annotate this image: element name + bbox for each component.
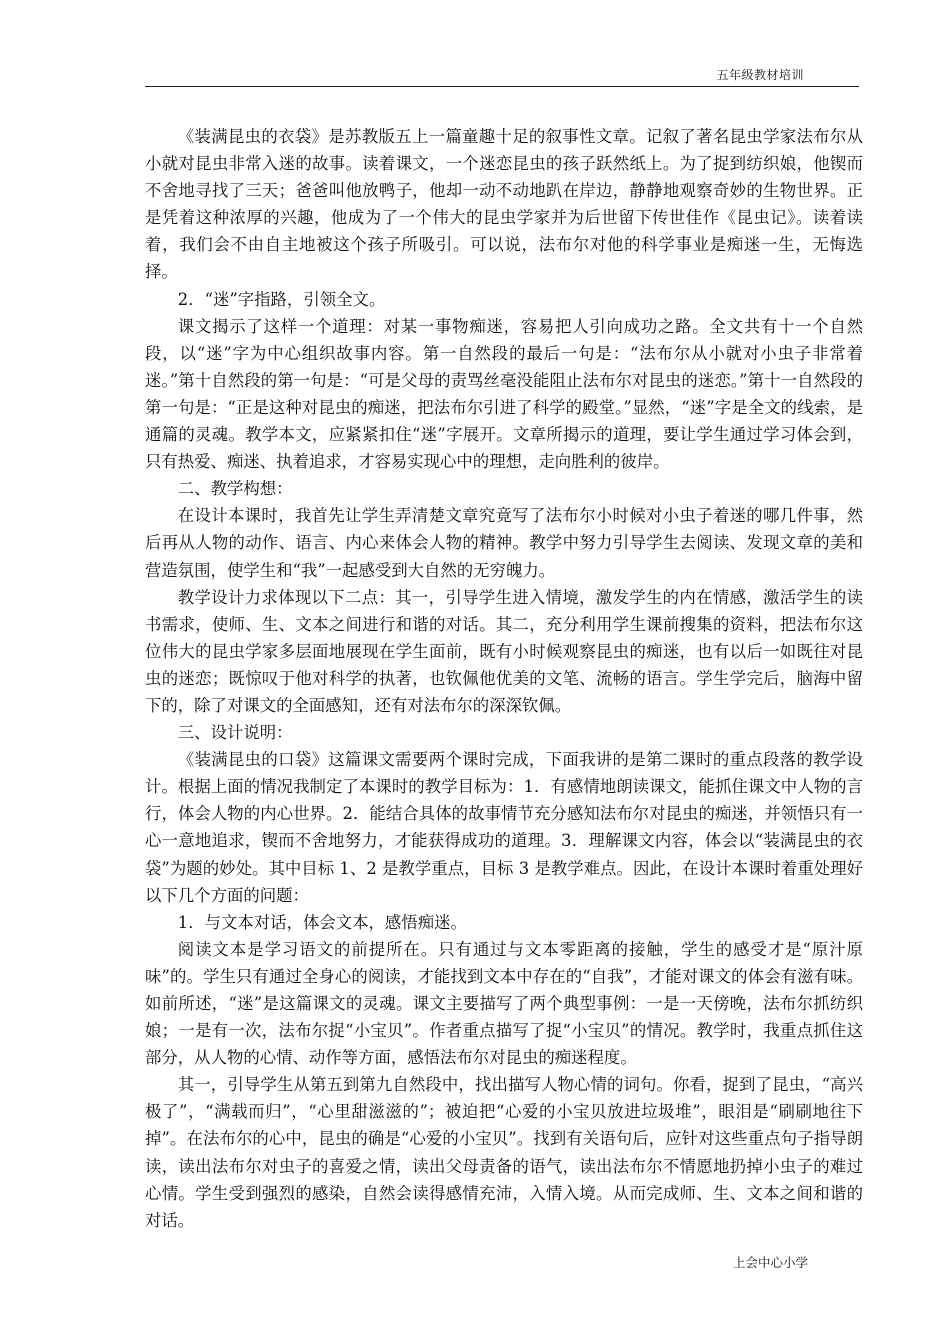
section-heading: 2．“迷”字指路，引领全文。 bbox=[177, 289, 386, 309]
paragraph: 《装满昆虫的衣袋》是苏教版五上一篇童趣十足的叙事性文章。记叙了著名昆虫学家法布尔从小就对昆虫非常入迷的故事。读着课文，一个迷恋昆虫的孩子跃然纸上。为了捉到纺织娘，他锲而不舍地寻找了三天；爸爸叫他放鸭子，他却一动不动地趴在岸边，静静地观察奇妙的生物世界。正是凭着这种浓厚的兴趣，他成为了一个伟大的昆虫学家并为后世留下传世佳作《昆虫记》。读着读着，我们会不由自主地被这个孩子所吸引。可以说，法布尔对他的科学事业是痴迷一生，无悔选择。 bbox=[145, 127, 863, 282]
paragraph: 教学设计力求体现以下二点：其一，引导学生进入情境，激发学生的内在情感，激活学生的读书需求，使师、生、文本之间进行和谐的对话。其二，充分利用学生课前搜集的资料，把法布尔这位伟大的昆虫学家多层面地展现在学生面前，既有小时候观察昆虫的痴迷，也有以后一如既往对昆虫的迷恋；既惊叹于他对科学的执著，也钦佩他优美的文笔、流畅的语言。学生学完后，脑海中留下的，除了对课文的全面感知，还有对法布尔的深深钦佩。 bbox=[145, 587, 863, 715]
paragraph: 其一，引导学生从第五到第九自然段中，找出描写人物心情的词句。你看，捉到了昆虫，“高兴极了”，“满载而归”，“心里甜滋滋的”；被迫把“心爱的小宝贝放进垃圾堆”，眼泪是“刷刷地往下掉”。在法布尔的心中，昆虫的确是“心爱的小宝贝”。找到有关语句后，应针对这些重点句子指导朗读，读出法布尔对虫子的喜爱之情，读出父母责备的语气，读出法布尔不情愿地扔掉小虫子的难过心情。学生受到强烈的感染，自然会读得感情充沛，入情入境。从而完成师、生、文本之间和谐的对话。 bbox=[145, 1075, 863, 1230]
footer-school: 上会中心小学 bbox=[732, 1255, 808, 1270]
header-title: 五年级教材培训 bbox=[716, 68, 804, 82]
section-heading: 三、设计说明： bbox=[177, 723, 293, 743]
body-text bbox=[145, 123, 863, 1234]
page-header bbox=[145, 64, 859, 87]
section-heading: 二、教学构想： bbox=[177, 479, 293, 499]
paragraph: 在设计本课时，我首先让学生弄清楚文章究竟写了法布尔小时候对小虫子着迷的哪几件事，然后再从人物的动作、语言、内心来体会人物的精神。教学中努力引导学生去阅读、发现文章的美和营造氛围，使学生和“我”一起感受到大自然的无穷魄力。 bbox=[145, 506, 863, 580]
section-heading: 1．与文本对话，体会文本，感悟痴迷。 bbox=[177, 912, 467, 932]
paragraph: 《装满昆虫的口袋》这篇课文需要两个课时完成，下面我讲的是第二课时的重点段落的教学设计。根据上面的情况我制定了本课时的教学目标为：1．有感情地朗读课文，能抓住课文中人物的言行，体会人物的内心世界。2．能结合具体的故事情节充分感知法布尔对昆虫的痴迷，并领悟只有一心一意地追求，锲而不舍地努力，才能获得成功的道理。3．理解课文内容，体会以“装满昆虫的衣袋”为题的妙处。其中目标 1、2 是教学重点，目标 3 是教学难点。因此，在设计本课时着重处理好以下几个方面的问题： bbox=[145, 750, 863, 905]
paragraph: 课文揭示了这样一个道理：对某一事物痴迷，容易把人引向成功之路。全文共有十一个自然段，以“迷”字为中心组织故事内容。第一自然段的最后一句是：“法布尔从小就对小虫子非常着迷。”第十自然段的第一句是：“可是父母的责骂丝毫没能阻止法布尔对昆虫的迷恋。”第十一自然段的第一句是：“正是这种对昆虫的痴迷，把法布尔引进了科学的殿堂。”显然，“迷”字是全文的线索，是通篇的灵魂。教学本文，应紧紧扣住“迷”字展开。文章所揭示的道理，要让学生通过学习体会到，只有热爱、痴迷、执着追求，才容易实现心中的理想，走向胜利的彼岸。 bbox=[145, 316, 863, 472]
page-footer bbox=[733, 1253, 808, 1271]
paragraph: 阅读文本是学习语文的前提所在。只有通过与文本零距离的接触，学生的感受才是“原汁原味”的。学生只有通过全身心的阅读，才能找到文本中存在的“自我”，才能对课文的体会有滋有味。如前所述，“迷”是这篇课文的灵魂。课文主要描写了两个典型事例：一是一天傍晚，法布尔抓纺织娘；一是有一次，法布尔捉“小宝贝”。作者重点描写了捉“小宝贝”的情况。教学时，我重点抓住这部分，从人物的心情、动作等方面，感悟法布尔对昆虫的痴迷程度。 bbox=[145, 939, 863, 1068]
